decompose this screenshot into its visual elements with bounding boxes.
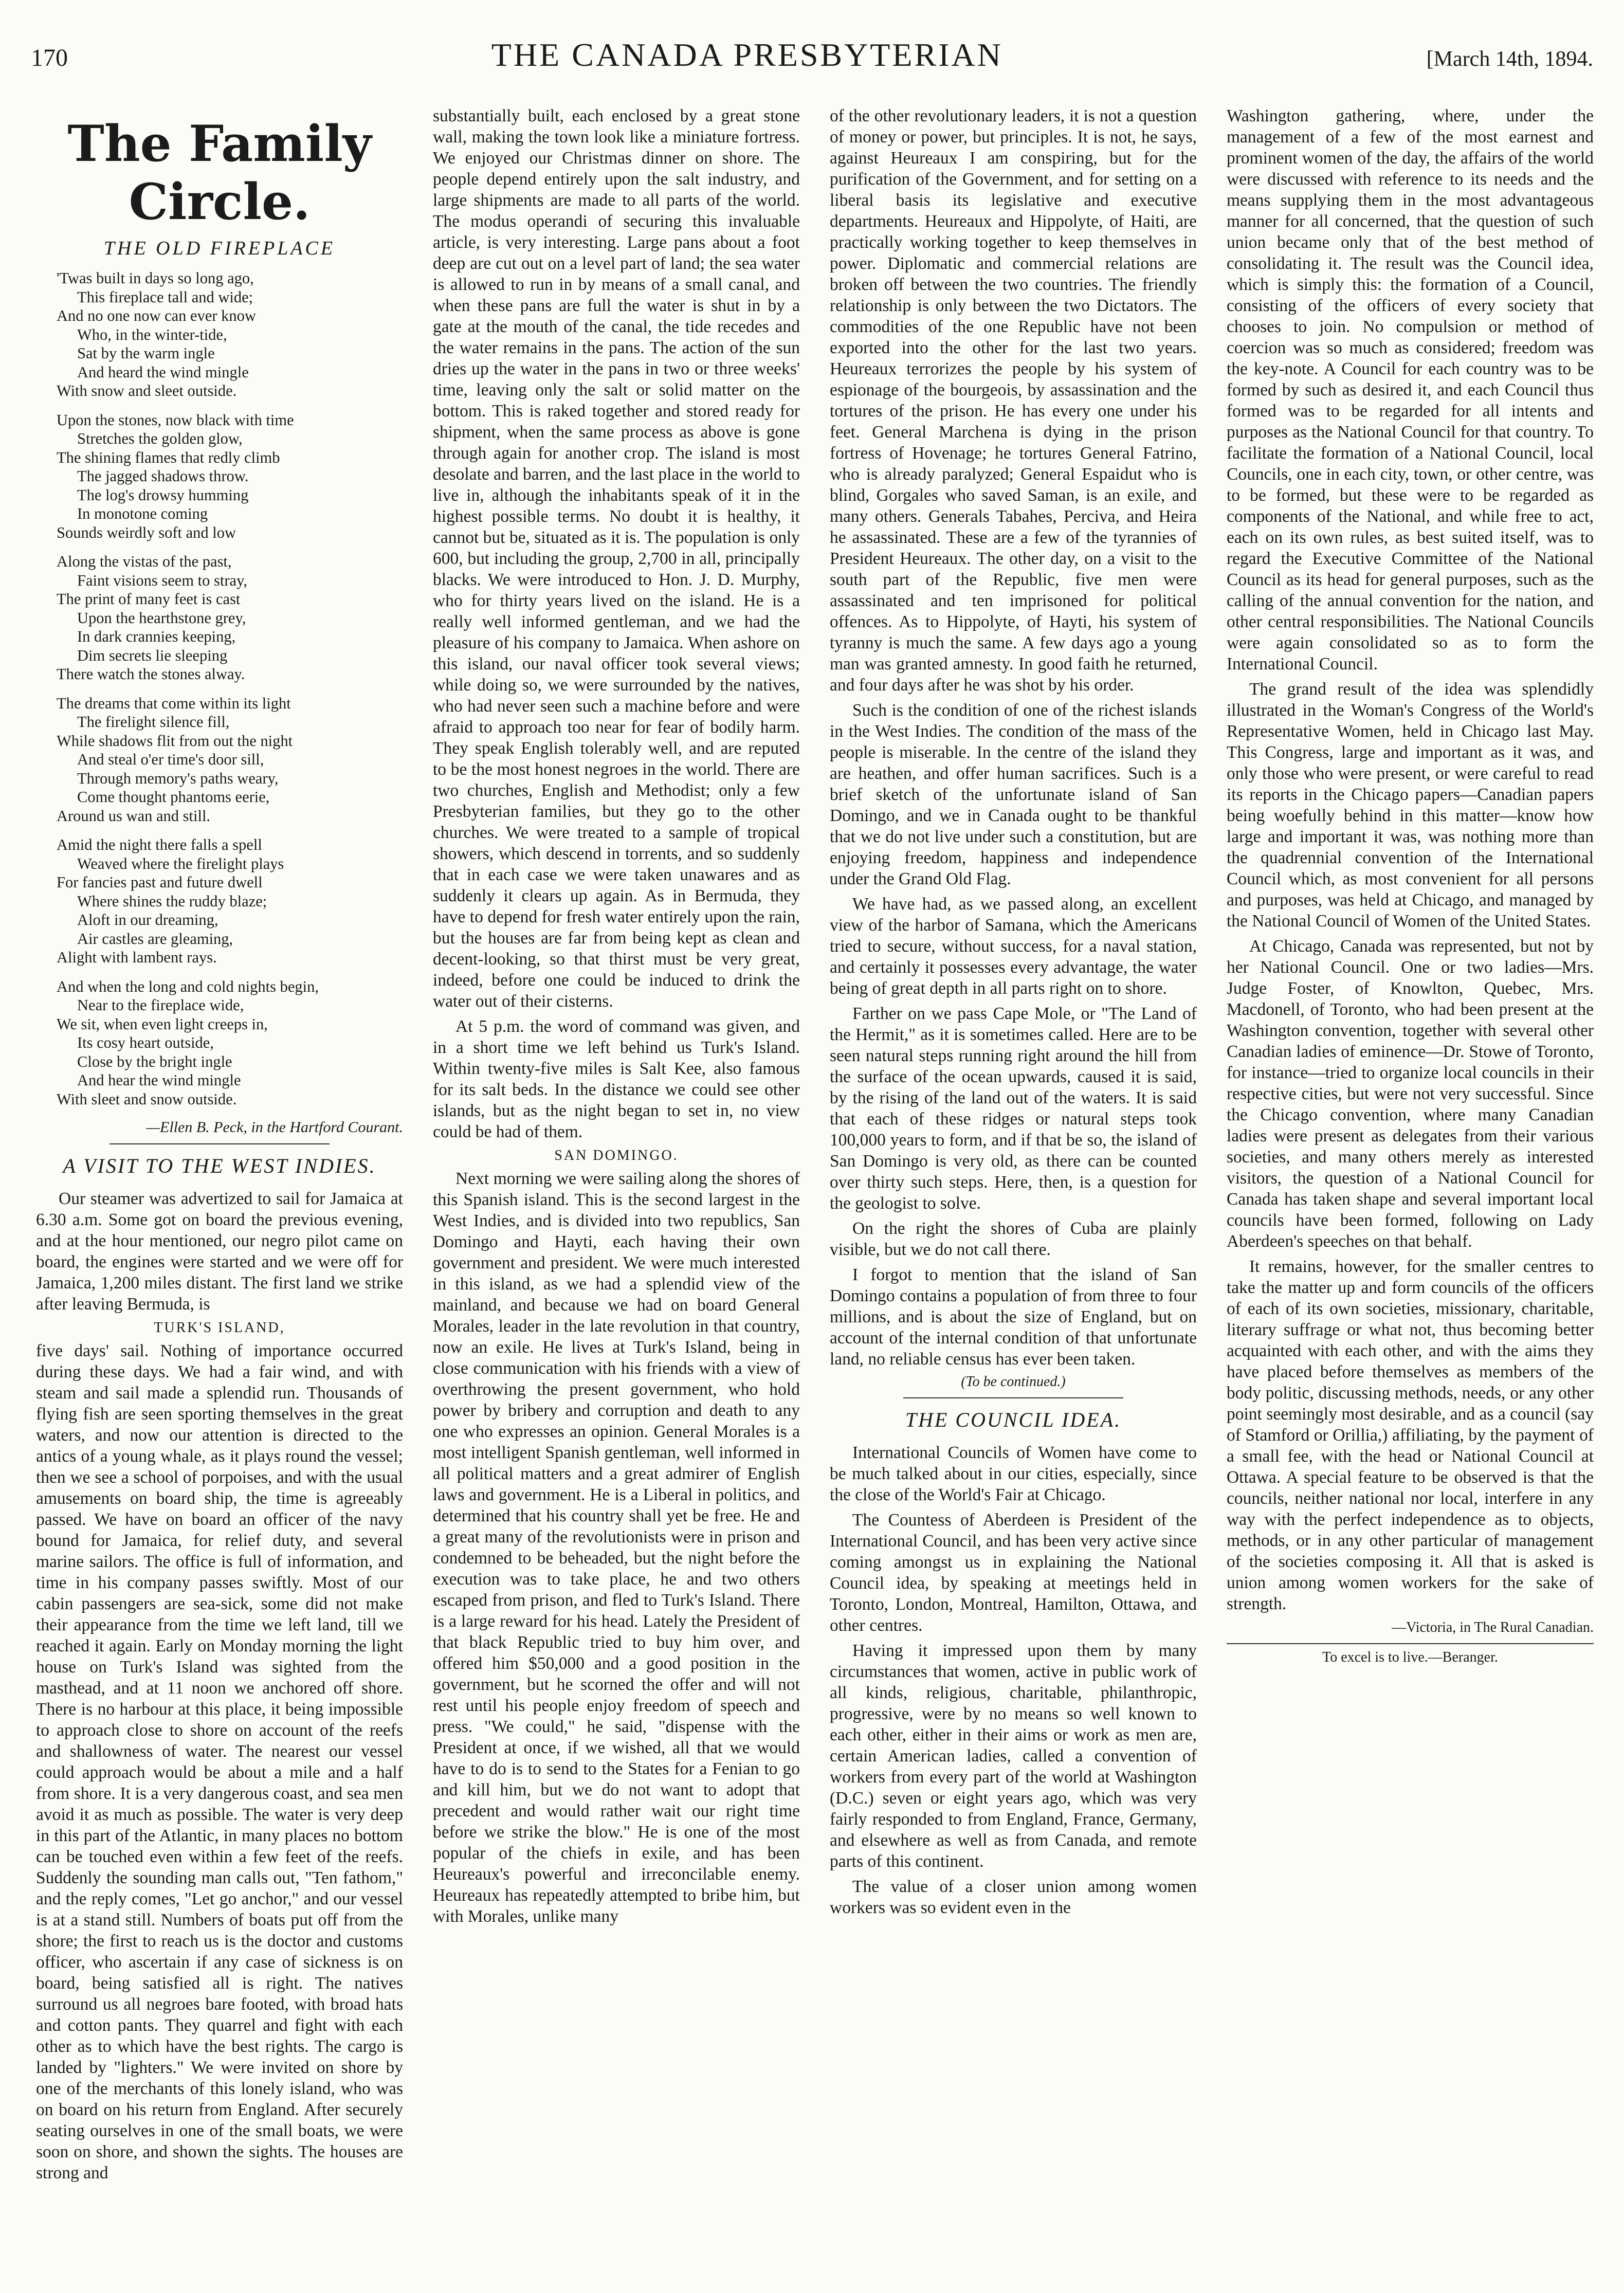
- subhead: TURK'S ISLAND,: [154, 1320, 285, 1336]
- poem-line: Who, in the winter-tide,: [77, 325, 227, 343]
- poem-line: Through memory's paths weary,: [77, 769, 279, 787]
- paragraph: At Chicago, Canada was represented, but not by her National Council. One or two ladies—Mrs. Judge Foster, of Knowlton, Quebec, Mrs. Macdonell, of Toronto, who had been present at the Washington convention, together with several other Canadian ladies of eminence—Dr. Stowe of Toronto, for instance—tried to organize local councils in their respective cities, but were not very successful. Since the Chicago convention, where many Canadian ladies were present as delegates from their various societies, and many others merely as interested visitors, the question of a National Council for Canada has taken shape and several important local councils have been formed, following on Lady Aberdeen's speeches on that behalf.: [1227, 937, 1594, 1251]
- poem-line: Around us wan and still.: [57, 807, 211, 825]
- article-signature: —Victoria, in The Rural Canadian.: [1392, 1619, 1594, 1635]
- poem-line: The firelight silence fill,: [77, 713, 230, 731]
- poem-line: Faint visions seem to stray,: [77, 571, 247, 589]
- poem: [57, 269, 403, 1108]
- paragraph: We have had, as we passed along, an excellent view of the harbor of Samana, which the Americans tried to secure, without success, for a naval station, and certainly it possesses every advantage, the water being of great depth in all parts right on to shore.: [830, 895, 1197, 998]
- paragraph: Washington gathering, where, under the management of a few of the most earnest and prominent women of the day, the affairs of the world were discussed with reference to its needs and the means supplying them in the most advantageous manner for all concerned, that the question of such union became only that of the best method of consolidating it. The result was the Council idea, which is simply this: the formation of a Council, consisting of the officers of every society that chooses to join. No compulsion or method of coercion was so much as considered; freedom was the key-note. A Council for each country was to be formed by such as desired it, and each Council thus formed was to be regarded for all intents and purposes as the National Council for that country. To facilitate the formation of a National Council, local Councils, one in each city, town, or other centre, was to be formed, but these were to be regarded as components of the National, and while free to act, each on its own rules, as best suited itself, was to regard the Executive Committee of the National Council as its head for general purposes, such as the calling of the annual convention for the nation, and other central responsibilities. The National Councils were again consolidated so as to form the International Council.: [1227, 106, 1594, 674]
- poem-line: Dim secrets lie sleeping: [77, 646, 228, 664]
- poem-line: In dark crannies keeping,: [77, 628, 236, 645]
- poem-line: Along the vistas of the past,: [57, 553, 232, 570]
- paragraph: Having it impressed upon them by many circumstances that women, active in public work of all kinds, religious, charitable, philanthropic, progressive, were by no means so well known to each other, either in their aims or work as men are, certain American ladies, called a convention of workers from every part of the world at Washington (D.C.) seven or eight years ago, which was very fairly responded to from England, France, Germany, and elsewhere as well as from Canada, and remote parts of this continent.: [830, 1641, 1197, 1871]
- poem-line: Stretches the golden glow,: [77, 430, 243, 447]
- poem-line: With sleet and snow outside.: [57, 1090, 237, 1108]
- running-head: [31, 36, 1593, 93]
- paragraph: Such is the condition of one of the richest islands in the West Indies. The condition of the mass of the people is miserable. In the centre of the island they are heathen, and offer human sacrifices. Such is a brief sketch of the unfortunate island of San Domingo, and we in Canada ought to be thankful that we do not live under such a constitution, but are enjoying freedom, happiness and independence under the Grand Old Flag.: [830, 701, 1197, 888]
- section-heading: The Family Circle.: [67, 115, 372, 231]
- paragraph: The grand result of the idea was splendidly illustrated in the Woman's Congress of the World's Representative Women, held in Chicago last May. This Congress, large and important as it was, and only those who were present, or were careful to read its reports in the Chicago papers—Canadian papers being woefully behind in this matter—know how large and important it was, was nothing more than the quadrennial convention of the International Council which, as most convenient for all persons and purposes, was held at Chicago, and managed by the National Council of Women of the United States.: [1227, 680, 1594, 931]
- paragraph: Our steamer was advertized to sail for Jamaica at 6.30 a.m. Some got on board the previous evening, and at the hour mentioned, our negro pilot came on board, the engines were started and we were off for Jamaica, 1,200 miles distant. The first land we strike after leaving Bermuda, is: [36, 1189, 403, 1314]
- poem-title: THE OLD FIREPLACE: [103, 238, 336, 259]
- poem-line: The log's drowsy humming: [77, 486, 249, 504]
- paragraph: I forgot to mention that the island of San Domingo contains a population of from three to four millions, and is about the size of England, but on account of the internal condition of that unfortunate land, no reliable census has ever been taken.: [830, 1265, 1197, 1369]
- poem-line: In monotone coming: [77, 505, 208, 522]
- paragraph: Farther on we pass Cape Mole, or "The Land of the Hermit," as it is sometimes called. Here are to be seen natural steps running right around the hill from the surface of the ocean upwards, caused it is said, by the rising of the land out of the waters. It is said that each of these ridges or natural steps took 100,000 years to form, and if that be so, the island of San Domingo is very old, as there can be counted over thirty such steps. Here, then, is a question for the geologist to solve.: [830, 1004, 1197, 1213]
- poem-line: There watch the stones alway.: [57, 665, 245, 683]
- issue-date: [March 14th, 1894.: [1426, 47, 1593, 71]
- article-body: [36, 1188, 403, 1315]
- poem-line: And heard the wind mingle: [77, 363, 249, 381]
- poem-line: The shining flames that redly climb: [57, 448, 280, 466]
- article-body: [1227, 105, 1594, 1614]
- poem-line: The jagged shadows throw.: [77, 467, 249, 485]
- motto: To excel is to live.—Beranger.: [1322, 1649, 1498, 1665]
- divider: [903, 1397, 1123, 1398]
- article-body-continued: [36, 1340, 403, 2183]
- poem-line: This fireplace tall and wide;: [77, 288, 253, 306]
- publication-title: THE CANADA PRESBYTERIAN: [491, 37, 1003, 73]
- article-body-continued: [433, 1168, 800, 1927]
- poem-line: For fancies past and future dwell: [57, 873, 263, 891]
- paragraph: Next morning we were sailing along the shores of this Spanish island. This is the second largest in the West Indies, and is divided into two republics, San Domingo and Hayti, each having their own government and president. We were much interested in this island, as we had a splendid view of the mainland, and because we had on board General Morales, leader in the late revolution in that country, now an exile. He lives at Turk's Island, being in close communication with his friends with a view of overthrowing the present government, who hold power by bribery and corruption and death to any one who expresses an opinion. General Morales is a most intelligent Spanish gentleman, well informed in all political matters and a great admirer of English laws and government. He is a Liberal in politics, and determined that his country shall yet be free. He and a great many of the revolutionists were in prison and condemned to be beheaded, but the night before the execution was to take place, he and two others escaped from prison, and fled to Turk's Island. There is a large reward for his head. Lately the President of that black Republic tried to buy him over, and offered him $50,000 and a good position in the government, but he scorned the offer and will not rest until his people enjoy freedom of speech and press. "We could," he said, "dispense with the President at once, if we wished, all that we would have to do is to send to the States for a Fenian to go and kill him, but we do not want to adopt that precedent and would rather wait our right time before we strike the blow." He is one of the most popular of the chiefs in exile, and has been Heureaux's powerful and irreconcilable enemy. Heureaux has repeatedly attempted to bribe him, but with Morales, unlike many: [433, 1169, 800, 1926]
- article-title: THE COUNCIL IDEA.: [905, 1408, 1122, 1431]
- poem-line: And hear the wind mingle: [77, 1071, 241, 1089]
- poem-line: Upon the hearthstone grey,: [77, 609, 246, 627]
- paragraph: five days' sail. Nothing of importance occurred during these days. We had a fair wind, and with steam and sail made a splendid run. Thousands of flying fish are seen sporting themselves in the great waters, and now our attention is directed to the antics of a young whale, as it plays round the vessel; then we see a school of porpoises, and with the usual amusements on board ship, the time is agreeably passed. We have on board an officer of the navy bound for Jamaica, for relief duty, and several marine sailors. The office is full of information, and time in his company passes swiftly. Most of our cabin passengers are sea-sick, some did not make their appearance from the time we left land, till we reached it again. Early on Monday morning the light house on Turk's Island was sighted from the masthead, and at 11 noon we anchored off shore. There is no harbour at this place, it being impossible to approach close to shore on account of the reefs and shallowness of water. The nearest our vessel could approach would be about a mile and a half from shore. It is a very dangerous coast, and sea men avoid it as much as possible. The water is very deep in this part of the Atlantic, in many places no bottom can be touched even within a few feet of the reefs. Suddenly the sounding man calls out, "Ten fathom," and the reply comes, "Let go anchor," and our vessel is at a stand still. Numbers of boats put off from the shore; the first to reach us is the doctor and customs officer, who ascertain if any case of sickness is on board, being satisfied all is right. The natives surround us all negroes bare footed, with broad hats and cotton pants. They quarrel and fight with each other as to which have the best rights. The cargo is landed by "lighters." We were invited on shore by one of the merchants of this lonely island, who was on board on his return from England. After securely seating ourselves in one of the small boats, we were soon on shore, and shown the sights. The houses are strong and: [36, 1341, 403, 2182]
- to-be-continued: (To be continued.): [961, 1374, 1066, 1390]
- poem-line: Where shines the ruddy blaze;: [77, 892, 267, 910]
- columns: [36, 105, 1594, 2275]
- divider: [110, 1143, 330, 1144]
- poem-line: And steal o'er time's door sill,: [77, 751, 264, 768]
- poem-line: The print of many feet is cast: [57, 590, 241, 608]
- poem-line: Weaved where the firelight plays: [77, 854, 284, 872]
- article-body-continued: [830, 1442, 1197, 1918]
- paragraph: It remains, however, for the smaller centres to take the matter up and form councils of the officers of each of its own societies, missionary, charitable, literary suffrage or what not, thus becoming better acquainted with each other, and with the aims they have placed before themselves as members of the body politic, discussing methods, needs, or any other point seemingly most desirable, and as a council (say of Stamford or Orillia,) affiliating, by the payment of a small fee, with the head or National Council at Ottawa. A special feature to be observed is that the councils, neither national nor local, interfere in any way with the perfect independence as to objects, methods, or in any other particular of management of the societies composing it. All that is asked is union among women workers for the sake of strength.: [1227, 1257, 1594, 1613]
- column-3: [830, 105, 1197, 2275]
- poem-line: Sounds weirdly soft and low: [57, 523, 236, 541]
- poem-line: Air castles are gleaming,: [77, 930, 233, 948]
- poem-stanza: [57, 552, 403, 684]
- column-2: [433, 105, 800, 2275]
- poem-line: Aloft in our dreaming,: [77, 911, 218, 929]
- poem-line: The dreams that come within its light: [57, 694, 291, 712]
- paragraph: substantially built, each enclosed by a great stone wall, making the town look like a miniature fortress. We enjoyed our Christmas dinner on shore. The people depend entirely upon the salt industry, and large shipments are made to all parts of the world. The modus operandi of securing this invaluable article, is very interesting. Large pans about a foot deep are cut out on a level part of land; the sea water is allowed to run in by means of a small canal, and when these pans are full the water is shut in by a gate at the mouth of the canal, the tide recedes and the water remains in the pans. The action of the sun dries up the water in the pans in two or three weeks' time, leaving only the salt or solid matter on the bottom. This is raked together and stored ready for shipment, when the same process as above is gone through again for another crop. The island is most desolate and barren, and the last place in the world to live in, although the inhabitants speak of it in the highest possible terms. No doubt it is healthy, it cannot but be, situated as it is. The population is only 600, but including the group, 2,700 in all, principally blacks. We were introduced to Hon. J. D. Murphy, who for thirty years lived on the island. He is a really well informed gentleman, and we had the pleasure of his company to Jamaica. When ashore on this island, our naval officer took several views; while doing so, we were surrounded by the natives, who had never seen such a machine before and were afraid to approach too near for fear of bodily harm. They speak English tolerably well, and are reputed to be the most honest negroes in the world. There are two churches, English and Methodist; only a few Presbyterian families, but they go to the other churches. We were treated to a sample of tropical showers, which descend in torrents, and so suddenly that in each case we were taken unawares and as suddenly it clears up again. As in Bermuda, they have to depend for fresh water entirely upon the rain, but the houses are far from being kept as clean and decent-looking, so that thirst must be very great, indeed, before one could be induced to drink the water out of their cisterns.: [433, 106, 800, 1011]
- poem-line: Its cosy heart outside,: [77, 1034, 214, 1051]
- paragraph: International Councils of Women have come to be much talked about in our cities, especially, since the close of the World's Fair at Chicago.: [830, 1443, 1197, 1504]
- poem-stanza: [57, 977, 403, 1109]
- poem-attribution: —Ellen B. Peck, in the Hartford Courant.: [146, 1119, 403, 1136]
- page-number: 170: [31, 44, 68, 71]
- poem-stanza: [57, 411, 403, 542]
- paragraph: On the right the shores of Cuba are plainly visible, but we do not call there.: [830, 1219, 1197, 1259]
- paragraph: The value of a closer union among women workers was so evident even in the: [830, 1877, 1197, 1917]
- poem-line: Come thought phantoms eerie,: [77, 788, 270, 806]
- column-4: [1227, 105, 1594, 2275]
- article-body: [433, 105, 800, 1142]
- paragraph: The Countess of Aberdeen is President of the International Council, and has been very active since coming amongst us in explaining the National Council idea, by speaking at meetings held in Toronto, London, Montreal, Hamilton, Ottawa, and other centres.: [830, 1511, 1197, 1635]
- poem-line: Near to the fireplace wide,: [77, 996, 244, 1014]
- article-body: [830, 105, 1197, 1370]
- column-1: [36, 105, 403, 2275]
- poem-line: Sat by the warm ingle: [77, 344, 215, 362]
- poem-line: While shadows flit from out the night: [57, 732, 293, 750]
- divider: [1227, 1643, 1594, 1644]
- poem-line: Close by the bright ingle: [77, 1052, 232, 1070]
- article-title: A VISIT TO THE WEST INDIES.: [63, 1154, 376, 1177]
- poem-stanza: [57, 835, 403, 967]
- poem-line: Upon the stones, now black with time: [57, 411, 294, 429]
- poem-line: Alight with lambent rays.: [57, 949, 217, 966]
- poem-stanza: [57, 269, 403, 401]
- poem-line: Amid the night there falls a spell: [57, 836, 262, 853]
- poem-line: 'Twas built in days so long ago,: [57, 269, 254, 287]
- paragraph: of the other revolutionary leaders, it is not a question of money or power, but principles. It is not, he says, against Heureaux I am conspiring, but for the purification of the Government, and for setting on a liberal basis its legislative and executive departments. Heureaux and Hippolyte, of Haiti, are practically working together to keep themselves in power. Diplomatic and commercial relations are broken off between the two countries. The friendly relationship is only between the two Dictators. The commodities of the one Republic have not been exported into the other for the last two years. Heureaux terrorizes the people by his system of espionage of the bourgeois, by assassination and the tortures of the prison. He has every one under his feet. General Marchena is dying in the prison fortress of Hovenage; he tortures General Fatrino, who is already paralyzed; General Espaidut who is blind, Gorgales who saved Saman, is an exile, and many others. Generals Tabahes, Perciva, and Heira he assassinated. These are a few of the tyrannies of President Heureaux. The other day, on a visit to the south part of the Republic, five men were assassinated and ten imprisoned for political offences. As to Hippolyte, of Hayti, his system of tyranny is much the same. A few days ago a young man was granted amnesty. In good faith he returned, and four days after he was shot by his order.: [830, 106, 1197, 695]
- poem-line: And when the long and cold nights begin,: [57, 977, 319, 995]
- subhead: SAN DOMINGO.: [554, 1148, 679, 1163]
- poem-stanza: [57, 694, 403, 826]
- poem-line: And no one now can ever know: [57, 307, 256, 324]
- poem-line: With snow and sleet outside.: [57, 382, 237, 399]
- paragraph: At 5 p.m. the word of command was given, and in a short time we left behind us Turk's Island. Within twenty-five miles is Salt Kee, also famous for its salt beds. In the distance we could see other islands, but as the night began to set in, no view could be had of them.: [433, 1017, 800, 1141]
- poem-line: We sit, when even light creeps in,: [57, 1015, 268, 1033]
